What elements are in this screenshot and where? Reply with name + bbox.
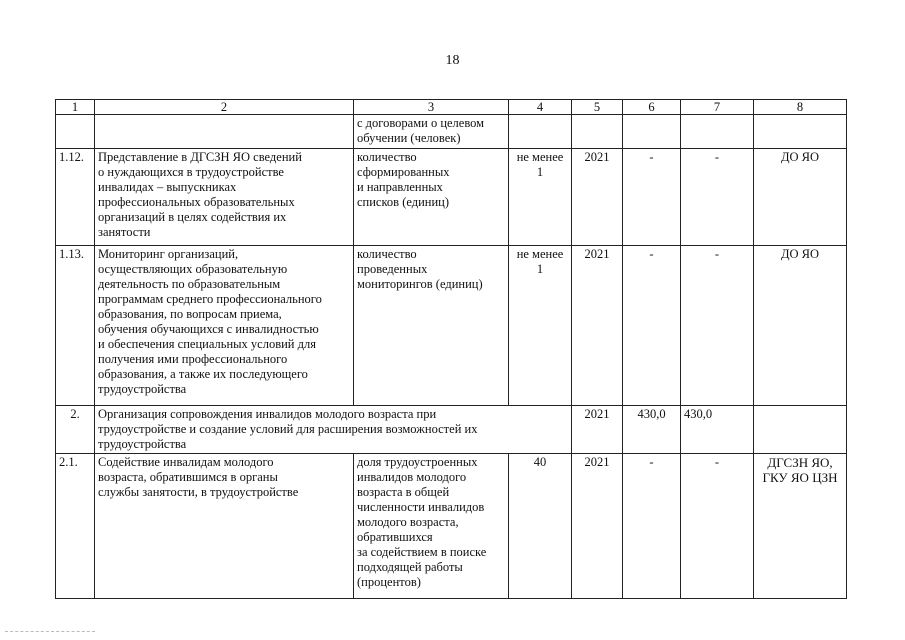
continuation-row xyxy=(56,115,847,149)
header-cell: 1 xyxy=(56,100,95,115)
amount-cell: - xyxy=(623,454,681,599)
scan-artifact-line xyxy=(5,631,95,633)
amount-cell: 430,0 xyxy=(681,406,754,454)
header-cell: 5 xyxy=(572,100,623,115)
indicator-cell: количество сформированных и направленных списков (единиц) xyxy=(354,149,509,246)
row-number: 1.13. xyxy=(56,246,95,406)
header-cell: 3 xyxy=(354,100,509,115)
activity-cell: Содействие инвалидам молодого возраста, обратившимся в органы службы занятости, в трудоустройстве xyxy=(95,454,354,599)
header-cell: 7 xyxy=(681,100,754,115)
header-cell: 6 xyxy=(623,100,681,115)
table-cell xyxy=(623,115,681,149)
amount-cell: - xyxy=(681,246,754,406)
activity-cell: Мониторинг организаций, осуществляющих образовательную деятельность по образовательным программам среднего профессионального образования, по вопросам приема, обучения обучающихся с инвалидностью и обеспечения специальных условий для получения ими профессионального образования, а также их последующего трудоустройства xyxy=(95,246,354,406)
section-row xyxy=(56,406,847,454)
table-cell xyxy=(509,115,572,149)
table-row xyxy=(56,149,847,246)
row-number: 2.1. xyxy=(56,454,95,599)
measures-table xyxy=(55,99,847,599)
section-title: Организация сопровождения инвалидов молодого возраста при трудоустройстве и создание условий для расширения возможностей их трудоустройства xyxy=(95,406,572,454)
table-cell xyxy=(754,115,847,149)
table-cell xyxy=(95,115,354,149)
row-number: 1.12. xyxy=(56,149,95,246)
indicator-cell: количество проведенных мониторингов (единиц) xyxy=(354,246,509,406)
table-cell xyxy=(572,115,623,149)
amount-cell: - xyxy=(623,149,681,246)
amount-cell: 430,0 xyxy=(623,406,681,454)
value-cell: не менее 1 xyxy=(509,149,572,246)
value-cell: не менее 1 xyxy=(509,246,572,406)
year-cell: 2021 xyxy=(572,149,623,246)
table-row xyxy=(56,454,847,599)
column-number-row xyxy=(56,100,847,115)
year-cell: 2021 xyxy=(572,454,623,599)
year-cell: 2021 xyxy=(572,246,623,406)
header-cell: 2 xyxy=(95,100,354,115)
header-cell: 8 xyxy=(754,100,847,115)
value-cell: 40 xyxy=(509,454,572,599)
executor-cell: ДО ЯО xyxy=(754,246,847,406)
indicator-cell: с договорами о целевом обучении (человек) xyxy=(354,115,509,149)
activity-cell: Представление в ДГСЗН ЯО сведений о нуждающихся в трудоустройстве инвалидах – выпускниках профессиональных образовательных организаций в целях содействия их занятости xyxy=(95,149,354,246)
executor-cell: ДО ЯО xyxy=(754,149,847,246)
header-cell: 4 xyxy=(509,100,572,115)
amount-cell: - xyxy=(681,149,754,246)
table-row xyxy=(56,246,847,406)
year-cell: 2021 xyxy=(572,406,623,454)
table-cell xyxy=(681,115,754,149)
table-cell xyxy=(754,406,847,454)
executor-cell: ДГСЗН ЯО, ГКУ ЯО ЦЗН xyxy=(754,454,847,599)
indicator-cell: доля трудоустроенных инвалидов молодого возраста в общей численности инвалидов молодого возраста, обратившихся за содействием в поиске подходящей работы (процентов) xyxy=(354,454,509,599)
row-number: 2. xyxy=(56,406,95,454)
page-number: 18 xyxy=(445,53,460,68)
amount-cell: - xyxy=(623,246,681,406)
amount-cell: - xyxy=(681,454,754,599)
table-cell xyxy=(56,115,95,149)
